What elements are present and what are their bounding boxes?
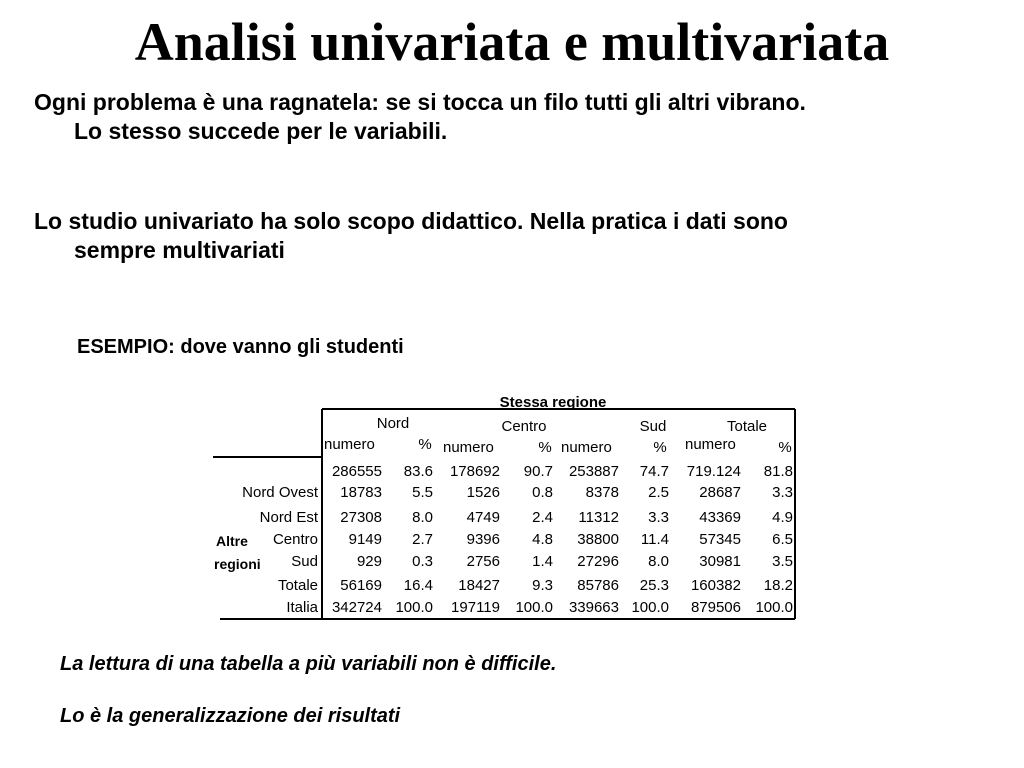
table-cell: 2.5 [648, 484, 669, 501]
table-cell: 56169 [340, 577, 382, 594]
table-cell: 8.0 [648, 553, 669, 570]
group-header-totale: Totale [726, 418, 768, 435]
example-label: ESEMPIO: dove vanno gli studenti [77, 336, 404, 358]
table-cell: 253887 [568, 463, 619, 480]
table-cell: 4.8 [532, 531, 553, 548]
caption-reading: La lettura di una tabella a più variabili non è difficile. [60, 653, 557, 675]
row-label: Nord Est [259, 509, 318, 526]
table-cell: 83.6 [403, 463, 433, 480]
table-cell: 1526 [466, 484, 500, 501]
table-cell: 9396 [466, 531, 500, 548]
table-cell: 197119 [451, 599, 500, 616]
table-cell: 11.4 [640, 531, 669, 548]
sub-header-numero-sud: numero [561, 439, 612, 456]
table-cell: 100.0 [755, 599, 793, 616]
row-label: Italia [286, 599, 318, 616]
sub-header-numero-totale: numero [685, 436, 736, 453]
sub-header-pct-sud: % [653, 439, 667, 456]
sub-header-numero-centro: numero [443, 439, 494, 456]
table-cell: 38800 [577, 531, 619, 548]
table-cell: 27296 [577, 553, 619, 570]
table-cell: 929 [356, 553, 382, 570]
table-cell: 100.0 [515, 599, 553, 616]
table-cell: 100.0 [395, 599, 433, 616]
group-header-centro: Centro [501, 418, 547, 435]
table-cell: 8.0 [412, 509, 433, 526]
table-cell: 18.2 [763, 577, 793, 594]
sub-header-numero-nord: numero [324, 436, 375, 453]
table-cell: 9.3 [532, 577, 553, 594]
table-cell: 27308 [340, 509, 382, 526]
sub-header-pct-nord: % [418, 436, 432, 453]
table-cell: 8378 [585, 484, 619, 501]
table-cell: 879506 [690, 599, 741, 616]
table-cell: 0.8 [532, 484, 553, 501]
paragraph-1-line-1: Ogni problema è una ragnatela: se si tocca un filo tutti gli altri vibrano. [34, 89, 806, 115]
side-label-altre: Altre [216, 533, 248, 549]
table-cell: 178692 [449, 463, 500, 480]
table-cell: 342724 [331, 599, 382, 616]
table-cell: 57345 [699, 531, 741, 548]
table-cell: 160382 [690, 577, 741, 594]
table-cell: 0.3 [412, 553, 433, 570]
table-cell: 16.4 [403, 577, 433, 594]
table-cell: 100.0 [631, 599, 669, 616]
table-rows [242, 463, 793, 616]
table-cell: 11312 [578, 509, 619, 526]
table-cell: 28687 [699, 484, 741, 501]
group-header-sud: Sud [639, 418, 667, 435]
paragraph-1-line-2: Lo stesso succede per le variabili. [74, 118, 448, 144]
table-cell: 2.4 [532, 509, 553, 526]
table-cell: 3.3 [772, 484, 793, 501]
table-cell: 18783 [340, 484, 382, 501]
table-cell: 30981 [699, 553, 741, 570]
table-cell: 1.4 [532, 553, 553, 570]
table-cell: 4.9 [772, 509, 793, 526]
table-cell: 2756 [466, 553, 500, 570]
table-cell: 4749 [466, 509, 500, 526]
table-cell: 2.7 [412, 531, 433, 548]
sub-header-pct-centro: % [538, 439, 552, 456]
table-cell: 719.124 [686, 463, 741, 480]
group-header-nord: Nord [376, 415, 410, 432]
table-cell: 3.5 [772, 553, 793, 570]
sub-header-pct-totale: % [778, 439, 792, 456]
slide-title: Analisi univariata e multivariata [134, 12, 890, 72]
row-label: Centro [272, 531, 318, 548]
table-cell: 339663 [568, 599, 619, 616]
table-cell: 3.3 [648, 509, 669, 526]
table-cell: 90.7 [523, 463, 553, 480]
paragraph-2-line-2: sempre multivariati [74, 237, 285, 263]
table-cell: 5.5 [412, 484, 433, 501]
table-cell: 18427 [458, 577, 500, 594]
table-cell: 25.3 [639, 577, 669, 594]
table-cell: 43369 [699, 509, 741, 526]
table-cell: 81.8 [763, 463, 793, 480]
row-label: Totale [277, 577, 318, 594]
table-cell: 6.5 [772, 531, 793, 548]
table-super-header: Stessa regione [499, 394, 607, 411]
caption-generalization: Lo è la generalizzazione dei risultati [60, 705, 401, 727]
table-cell: 286555 [331, 463, 382, 480]
side-label-regioni: regioni [214, 556, 261, 572]
paragraph-2-line-1: Lo studio univariato ha solo scopo didattico. Nella pratica i dati sono [34, 208, 788, 234]
row-label: Sud [291, 553, 318, 570]
table-cell: 74.7 [639, 463, 669, 480]
table-cell: 9149 [348, 531, 382, 548]
row-label: Nord Ovest [242, 484, 318, 501]
table-cell: 85786 [577, 577, 619, 594]
